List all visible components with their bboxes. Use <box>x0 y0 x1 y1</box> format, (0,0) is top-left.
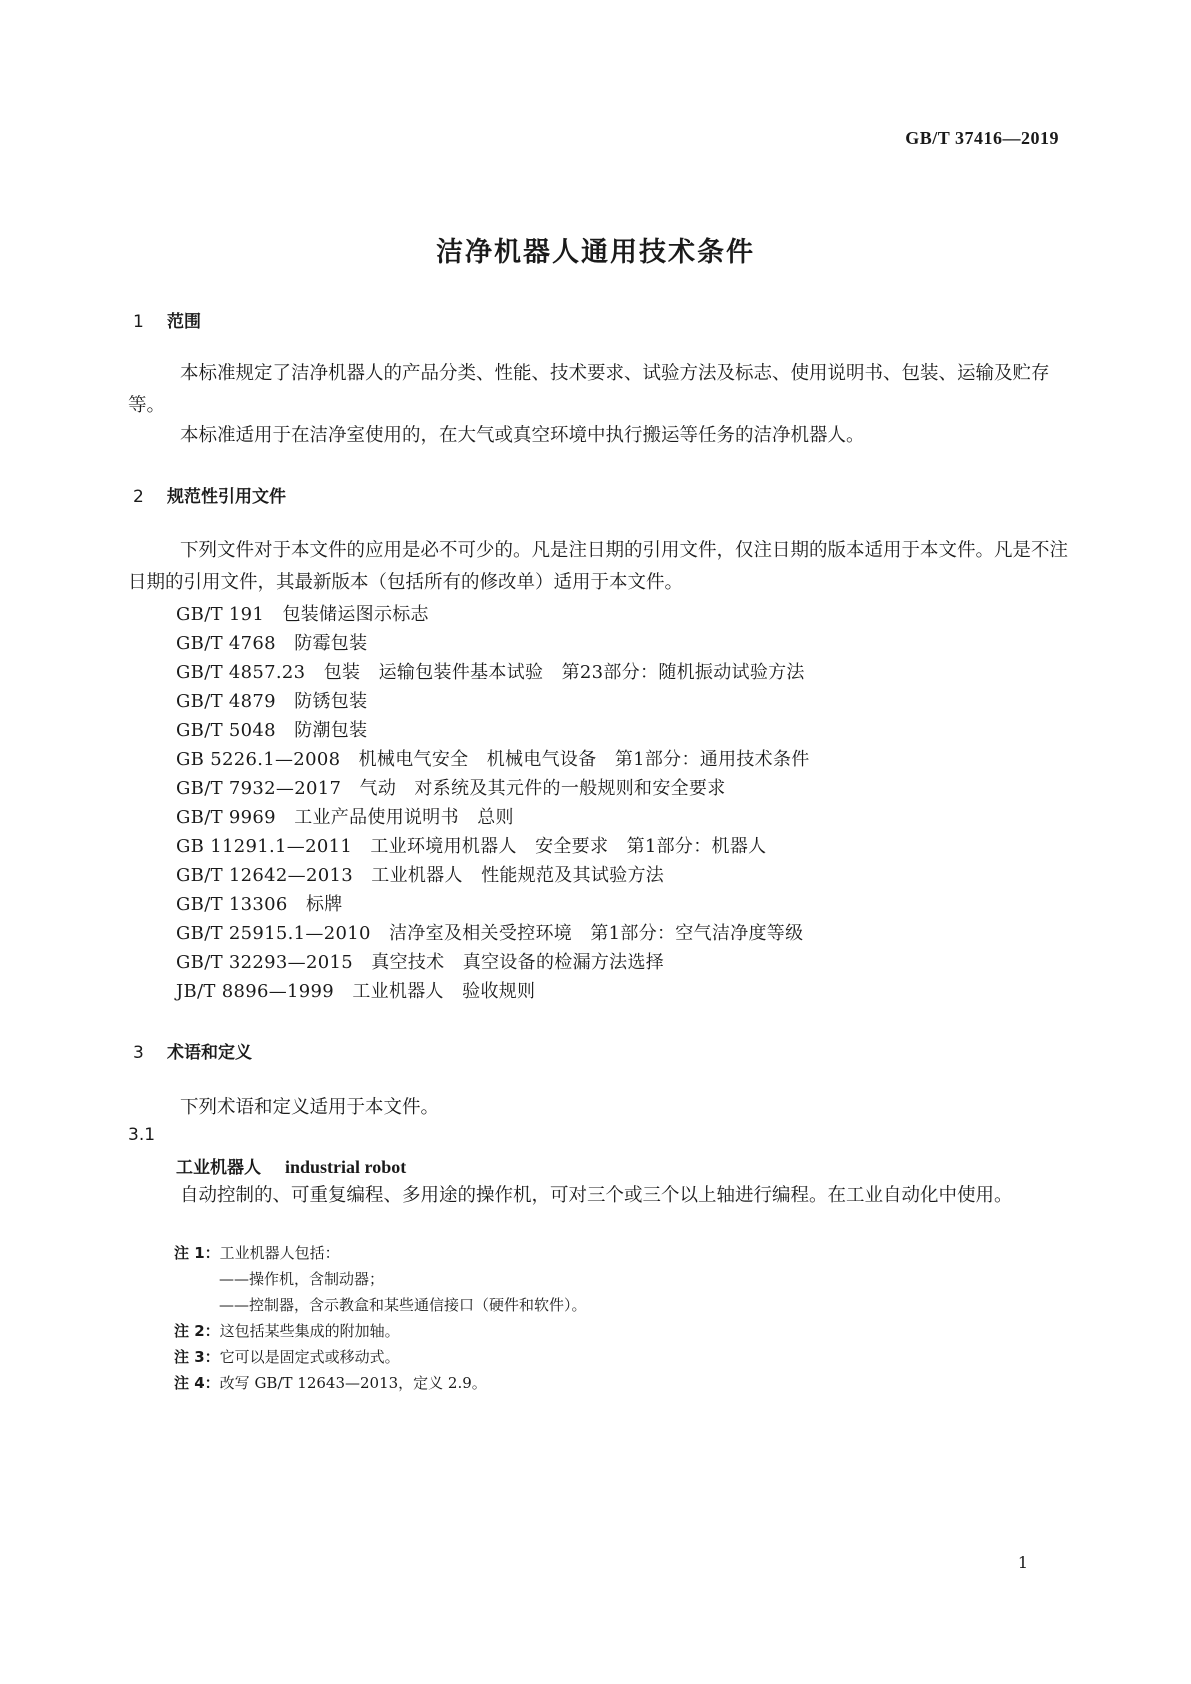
reference-item: GB/T 9969 工业产品使用说明书 总则 <box>176 807 514 828</box>
section-number: 2 <box>133 487 144 507</box>
note-text: 它可以是固定式或移动式。 <box>219 1348 400 1366</box>
reference-item: GB/T 13306 标牌 <box>176 894 343 915</box>
section-2-heading <box>133 482 286 507</box>
paragraph <box>128 1092 1068 1124</box>
document-title: 洁净机器人通用技术条件 <box>436 237 755 268</box>
paragraph <box>128 535 1068 599</box>
paragraph-text: 本标准规定了洁净机器人的产品分类、性能、技术要求、试验方法及标志、使用说明书、包装、运输及贮存等。 <box>128 363 1050 416</box>
section-1-heading <box>133 307 201 332</box>
paragraph-text: 下列术语和定义适用于本文件。 <box>180 1097 440 1118</box>
section-title: 范围 <box>167 312 201 332</box>
note <box>174 1346 400 1367</box>
standard-number: GB/T 37416—2019 <box>905 128 1059 148</box>
note-text: 改写 GB/T 12643—2013，定义 2.9。 <box>219 1374 487 1392</box>
section-title: 规范性引用文件 <box>167 487 286 507</box>
note-label: 注 3： <box>174 1348 220 1366</box>
paragraph-text: 下列文件对于本文件的应用是必不可少的。凡是注日期的引用文件，仅注日期的版本适用于本文件。凡是不注日期的引用文件，其最新版本（包括所有的修改单）适用于本文件。 <box>128 540 1069 593</box>
reference-item: JB/T 8896—1999 工业机器人 验收规则 <box>176 981 536 1002</box>
reference-item: GB/T 4857.23 包装 运输包装件基本试验 第23部分：随机振动试验方法 <box>176 662 805 683</box>
note-label: 注 2： <box>174 1322 220 1340</box>
term-name-en: industrial robot <box>285 1157 407 1177</box>
reference-item: GB/T 4768 防霉包装 <box>176 633 368 654</box>
definition-text: 自动控制的、可重复编程、多用途的操作机，可对三个或三个以上轴进行编程。在工业自动化中使用。 <box>180 1185 1013 1206</box>
note-text: 工业机器人包括： <box>219 1244 340 1262</box>
reference-item: GB 11291.1—2011 工业环境用机器人 安全要求 第1部分：机器人 <box>176 836 767 857</box>
term-heading <box>176 1153 406 1178</box>
section-number: 1 <box>133 312 144 332</box>
section-3-heading <box>133 1038 252 1063</box>
note-sub-item: ——控制器，含示教盒和某些通信接口（硬件和软件）。 <box>219 1296 587 1314</box>
note <box>174 1320 400 1341</box>
reference-item: GB 5226.1—2008 机械电气安全 机械电气设备 第1部分：通用技术条件 <box>176 749 810 770</box>
note <box>174 1242 340 1263</box>
term-definition <box>128 1180 1068 1212</box>
reference-item: GB/T 5048 防潮包装 <box>176 720 368 741</box>
section-number: 3 <box>133 1043 144 1063</box>
reference-item: GB/T 32293—2015 真空技术 真空设备的检漏方法选择 <box>176 952 665 973</box>
note-label: 注 4： <box>174 1374 220 1392</box>
reference-item: GB/T 7932—2017 气动 对系统及其元件的一般规则和安全要求 <box>176 778 726 799</box>
paragraph-text: 本标准适用于在洁净室使用的，在大气或真空环境中执行搬运等任务的洁净机器人。 <box>180 425 865 446</box>
section-title: 术语和定义 <box>167 1043 252 1063</box>
term-name-zh: 工业机器人 <box>176 1158 261 1178</box>
reference-item: GB/T 4879 防锈包装 <box>176 691 368 712</box>
note <box>174 1372 487 1393</box>
term-number: 3.1 <box>128 1125 156 1145</box>
reference-item: GB/T 12642—2013 工业机器人 性能规范及其试验方法 <box>176 865 665 886</box>
note-label: 注 1： <box>174 1244 220 1262</box>
reference-item: GB/T 191 包装储运图示标志 <box>176 604 429 625</box>
page-number: 1 <box>1017 1553 1028 1572</box>
paragraph <box>128 358 1068 422</box>
paragraph <box>128 420 1068 452</box>
note-sub-item: ——操作机，含制动器； <box>219 1270 385 1288</box>
reference-item: GB/T 25915.1—2010 洁净室及相关受控环境 第1部分：空气洁净度等级 <box>176 923 804 944</box>
note-text: 这包括某些集成的附加轴。 <box>219 1322 400 1340</box>
